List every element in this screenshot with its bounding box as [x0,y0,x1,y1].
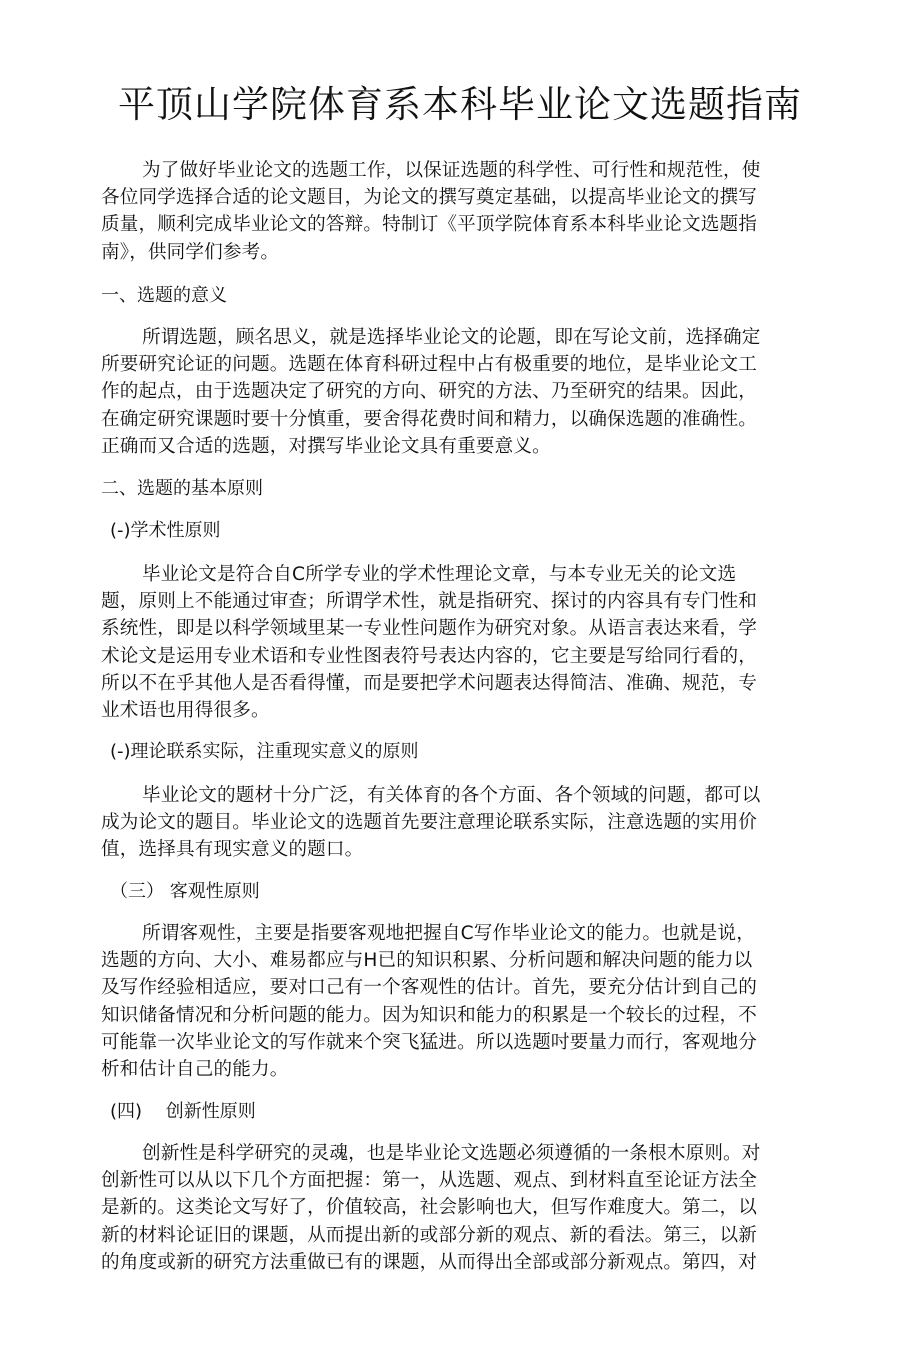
text-line: 各位同学选择合适的论文题目，为论文的撰写奠定基础，以提高毕业论文的撰写 [101,187,758,209]
text-line: 毕业论文的题材十分广泛，有关体育的各个方面、各个领域的问题，都可以 [142,785,761,806]
subsection-heading-1: (-)学术性原则 [110,520,221,541]
subsection-heading-4: (四) 创新性原则 [110,1101,256,1122]
text-line: 在确定研究课题时要十分慎重，要舍得花费时间和精力，以确保选题的准确性。 [101,408,758,430]
subsection-heading-2: (-)理论联系实际，注重现实意义的原则 [110,741,419,762]
text-line: 知识储备情况和分析问题的能力。因为知识和能力的积累是一个较长的过程，不 [101,1004,758,1026]
text-line: 选题的方向、大小、难易都应与H已的知识积累、分析问题和解决问题的能力以 [101,950,753,972]
text-line: 所谓客观性，主要是指要客观地把握自C写作毕业论文的能力。也就是说， [142,923,755,944]
text-line: 及写作经验相适应，要对口己有一个客观性的估计。首先，要充分估计到自己的 [101,977,758,999]
text-line: 可能靠一次毕业论文的写作就来个突飞猛进。所以选题吋要量力而行，客观地分 [101,1031,758,1053]
text-line: 创新性可以从以下几个方面把握：第一，从选题、观点、到材料直至论证方法全 [101,1170,758,1192]
section-heading-1: 一、选题的意义 [101,285,227,306]
subsection4-paragraph [101,1140,799,1276]
text-line: 所谓选题，顾名思义，就是选择毕业论文的论题，即在写论文前，选择确定 [142,327,761,348]
text-line: 创新性是科学研究的灵魂，也是毕业论文选题必须遵循的一条根木原则。对 [142,1143,761,1164]
text-line: 南》，供同学们参考。 [101,241,280,263]
text-line: 值，选择具有现实意义的题口。 [101,839,364,861]
text-line: 术论文是运用专业术语和专业性图表符号表达内容的，它主要是写给同行看的， [101,645,758,667]
text-line: 是新的。这类论文写好了，价值较高，社会影响也大，但写作难度大。第二，以 [101,1197,758,1219]
text-line: 毕业论文是符合自C所学专业的学术性理论文章，与本专业无关的论文选 [142,564,737,585]
text-line: 质量，顺利完成毕业论文的答辩。特制订《平顶学院体育系本科毕业论文选题指 [101,214,758,236]
text-line: 的角度或新的研究方法重做已有的课题，从而得出全部或部分新观点。第四，对 [101,1251,758,1273]
text-line: 正确而又合适的选题，对撰写毕业论文具有重要意义。 [101,435,551,457]
text-line: 系统性，即是以科学领域里某一专业性问题作为研究对象。从语言表达来看，学 [101,618,758,640]
text-line: 所要研究论证的问题。选题在体育科研过程中占有极重要的地位，是毕业论文工 [101,354,758,376]
text-line: 题，原则上不能通过审查；所谓学术性，就是指研究、探讨的内容具有专门性和 [101,591,758,613]
subsection2-paragraph [101,782,799,864]
text-line: 析和估计自己的能力。 [101,1059,289,1081]
section1-paragraph [101,324,799,460]
document-title: 平顶山学院体育系本科毕业论文选题指南 [118,83,802,126]
text-line: 新的材料论证旧的课题，从而提出新的或部分新的观点、新的看法。第三，以新 [101,1224,758,1246]
text-line: 所以不在乎其他人是否看得懂，而是要把学术问题表达得简洁、准确、规范，专 [101,672,758,694]
subsection-heading-3: （三） 客观性原则 [110,881,260,902]
text-line: 作的起点，由于选题决定了研究的方向、研究的方法、乃至研究的结果。因此， [101,381,758,403]
subsection1-paragraph [101,561,799,724]
section-heading-2: 二、选题的基本原则 [101,478,263,499]
text-line: 业术语也用得很多。 [101,700,270,722]
text-line: 为了做好毕业论文的选题工作，以保证选题的科学性、可行性和规范性，使 [142,160,761,181]
subsection3-paragraph [101,920,799,1083]
text-line: 成为论文的题目。毕业论文的选题首先要注意理论联系实际，注意选题的实用价 [101,812,758,834]
intro-paragraph [101,157,799,266]
